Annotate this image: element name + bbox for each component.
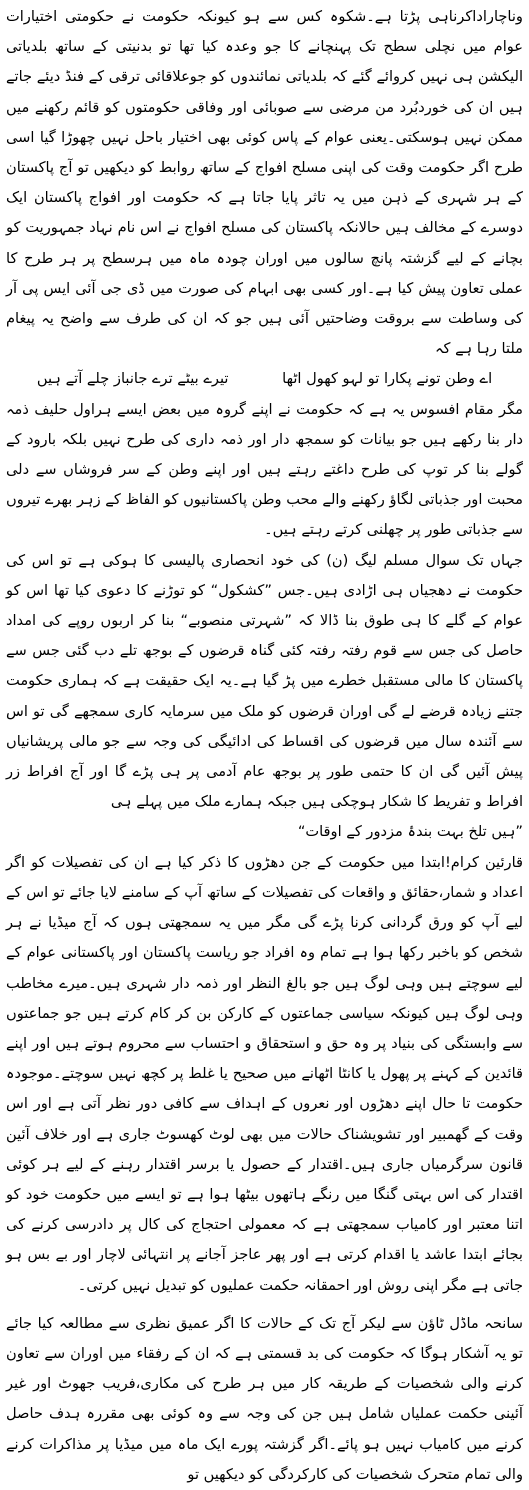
article-paragraph-4: قارئین کرام!ابتدا میں حکومت کے جن دھڑوں کا ذکر کیا ہے ان کی تفصیلات کو اگر اعداد و شمار،حقائق و واقعات کی تفصیلات کے ساتھ آپ کے سامنے لایا جائے تو اس کے لیے آپ کو ورق گردانی کرنا پڑے گی مگر میں یہ سمجھتی ہوں کہ آج میڈیا نے ہر شخص کو باخبر رکھا ہوا ہے تمام وہ افراد جو ریاست پاکستان اور پاکستانی عوام کے لیے سوچتے ہیں وہی لوگ ہیں جو بالغ النظر اور ذمہ دار شہری ہیں۔میرے مخاطب وہی لوگ ہیں کیونکہ سیاسی جماعتوں کے کارکن بن کر کام کرتے ہیں جو جماعتوں سے وابستگی کی بنیاد پر وہ حق و استحقاق و احتساب سے محروم ہوتے ہیں اور اپنے قائدین کے کہنے پر پھول یا کانٹا اٹھانے میں صحیح یا غلط پر کچھ نہیں سوچتے۔موجودہ حکومت تا حال اپنے دھڑوں اور نعروں کے اہداف سے کافی دور نظر آتی ہے اور اس وقت کے گھمبیر اور تشویشناک حالات میں بھی لوٹ کھسوٹ جاری ہے اور خلاف آئین قانون سرگرمیاں جاری ہیں۔اقتدار کے حصول یا برسر اقتدار رہنے کے لیے ہر کوئی اقتدار کی اس بہتی گنگا میں رنگے ہاتھوں بیٹھا ہوا ہے تو ایسے میں حکومت خود کو اتنا معتبر اور کامیاب سمجھتی ہے کہ معمولی احتجاج کی کال پر دادرسی کرنے کی بجائے ابتدا عاشد یا اقدام کرتی ہے اور پھر عاجز آجانے پر انتہائی لاچار اور بے بس ہو جاتی ہے مگر اپنی روش اور احمقانہ حکمت عملیوں کو تبدیل نہیں کرتی۔ <box>6 853 523 1294</box>
poetry-couplet <box>6 364 523 394</box>
article-paragraph-5: سانحہ ماڈل ٹاؤن سے لیکر آج تک کے حالات کا اگر عمیق نظری سے مطالعہ کیا جائے تو یہ آشکار ہوگا کہ حکومت کی بد قسمتی ہے کہ ان کے رفقاء میں اوران سے تعاون کرنے والی شخصیات کے طریقہ کار میں ہر طرح کی مکاری،فریب جھوٹ اور غیر آئینی حکمت عملیاں شامل ہیں جن کی وجہ سے وہ کوئی بھی مقررہ ہدف حاصل کرنے میں کامیاب نہیں ہو پائے۔اگر گزشتہ پورے ایک ماہ میں میڈیا پر مذاکرات کرنے والی تمام متحرک شخصیات کی کارکردگی کو دیکھیں تو <box>6 1314 523 1483</box>
article-paragraph-3: جہاں تک سوال مسلم لیگ (ن) کی خود انحصاری پالیسی کا ہوکی ہے تو اس کی حکومت نے دھجیاں ہی اڑادی ہیں۔جس ”کشکول“ کو توڑنے کا دعوی کیا تھا اس کو عوام کے گلے کا ہی طوق بنا ڈالا کہ ”شہرتی منصوبے“ بنا کر اربوں روپے کی امداد حاصل کی جس سے قوم رفتہ رفتہ کئی گناہ قرضوں کے بوجھ تلے دب گئی جس سے پاکستان کا مالی مستقبل خطرے میں پڑ گیا ہے۔یہ ایک حقیقت ہے کہ ہماری حکومت جتنے زیادہ قرضے لے گی اوران قرضوں کو ملک میں سرمایہ کاری سمجھے گی تو اس سے آئندہ سال میں قرضوں کی اقساط کی ادائیگی کی وجہ سے جو مالی پریشانیاں پیش آئیں گی ان کا حتمی طور پر بوجھ عام آدمی پر ہی پڑے گا اور آج افراط زر افراط و تفریط کا شکار ہوچکی ہیں جبکہ ہمارے ملک میں پہلے ہی <box>6 551 523 811</box>
couplet-line-left: تیرے بیٹے ترے جانباز چلے آتے ہیں <box>36 370 229 388</box>
article-paragraph-1: وناچاراداکرناہی پڑتا ہے۔شکوہ کس سے ہو کیونکہ حکومت نے حکومتی اختیارات عوام میں نچلی سطح تک پہنچانے کا جو وعدہ کیا تھا تو بدنیتی کے ساتھ بلدیاتی الیکشن ہی نہیں کروائے گئے کہ بلدیاتی نمائندوں کو جوعلاقائی ترقی کے فنڈ دیئے جاتے ہیں ان کی خوردبُرد من مرضی سے صوبائی اور وفاقی حکومتوں کو قائم رکھنے میں ممکن نہیں ہوسکتی۔یعنی عوام کے پاس کوئی بھی اختیار باحل نہیں چھوڑا گیا اسی طرح اگر حکومت وقت کی اپنی مسلح افواج کے ساتھ روابط کو دیکھیں تو آج پاکستان کے ہر شہری کے ذہن میں یہ تاثر پایا جاتا ہے کہ حکومت اور افواج پاکستان ایک دوسرے کے مخالف ہیں حالانکہ پاکستان کی مسلح افواج نے اس نام نہاد جمہوریت کو بچانے کے لیے گزشتہ پانچ سالوں میں اوران چودہ ماہ میں ہرسطح پر ہر طرح کا عملی تعاون پیش کیا ہے۔اور کسی بھی ابہام کی صورت میں ڈی جی آئی ایس پی آر کی وساطت سے بروقت وضاحتیں آئی ہیں جو کہ ان کی طرف سے واضح یہ پیغام ملتا رہا ہے کہ <box>6 8 523 358</box>
verse-quote: ”ہیں تلخ بہت بندۂ مزدور کے اوقات“ <box>297 823 523 841</box>
paragraph-spacer <box>6 1301 523 1309</box>
article-paragraph-2: مگر مقام افسوس یہ ہے کہ حکومت نے اپنے گروہ میں بعض ایسے ہراول حلیف ذمہ دار بنا رکھے ہیں جو بیانات کو سمجھ دار اور ذمہ داری کی طرح نہیں بلکہ بارود کے گولے بنا کر توپ کی طرح داغتے رہتے ہیں اور اپنے وطن کے سر فروشاں سے دلی محبت اور جذباتی لگاؤ رکھنے والے محب وطن پاکستانیوں کو الفاظ کے زہر بھرے تیروں سے جذباتی طور پر چھلنی کرتے رہتے ہیں۔ <box>6 400 523 539</box>
couplet-line-right: اے وطن تونے پکارا تو لہو کھول اٹھا <box>282 370 493 388</box>
